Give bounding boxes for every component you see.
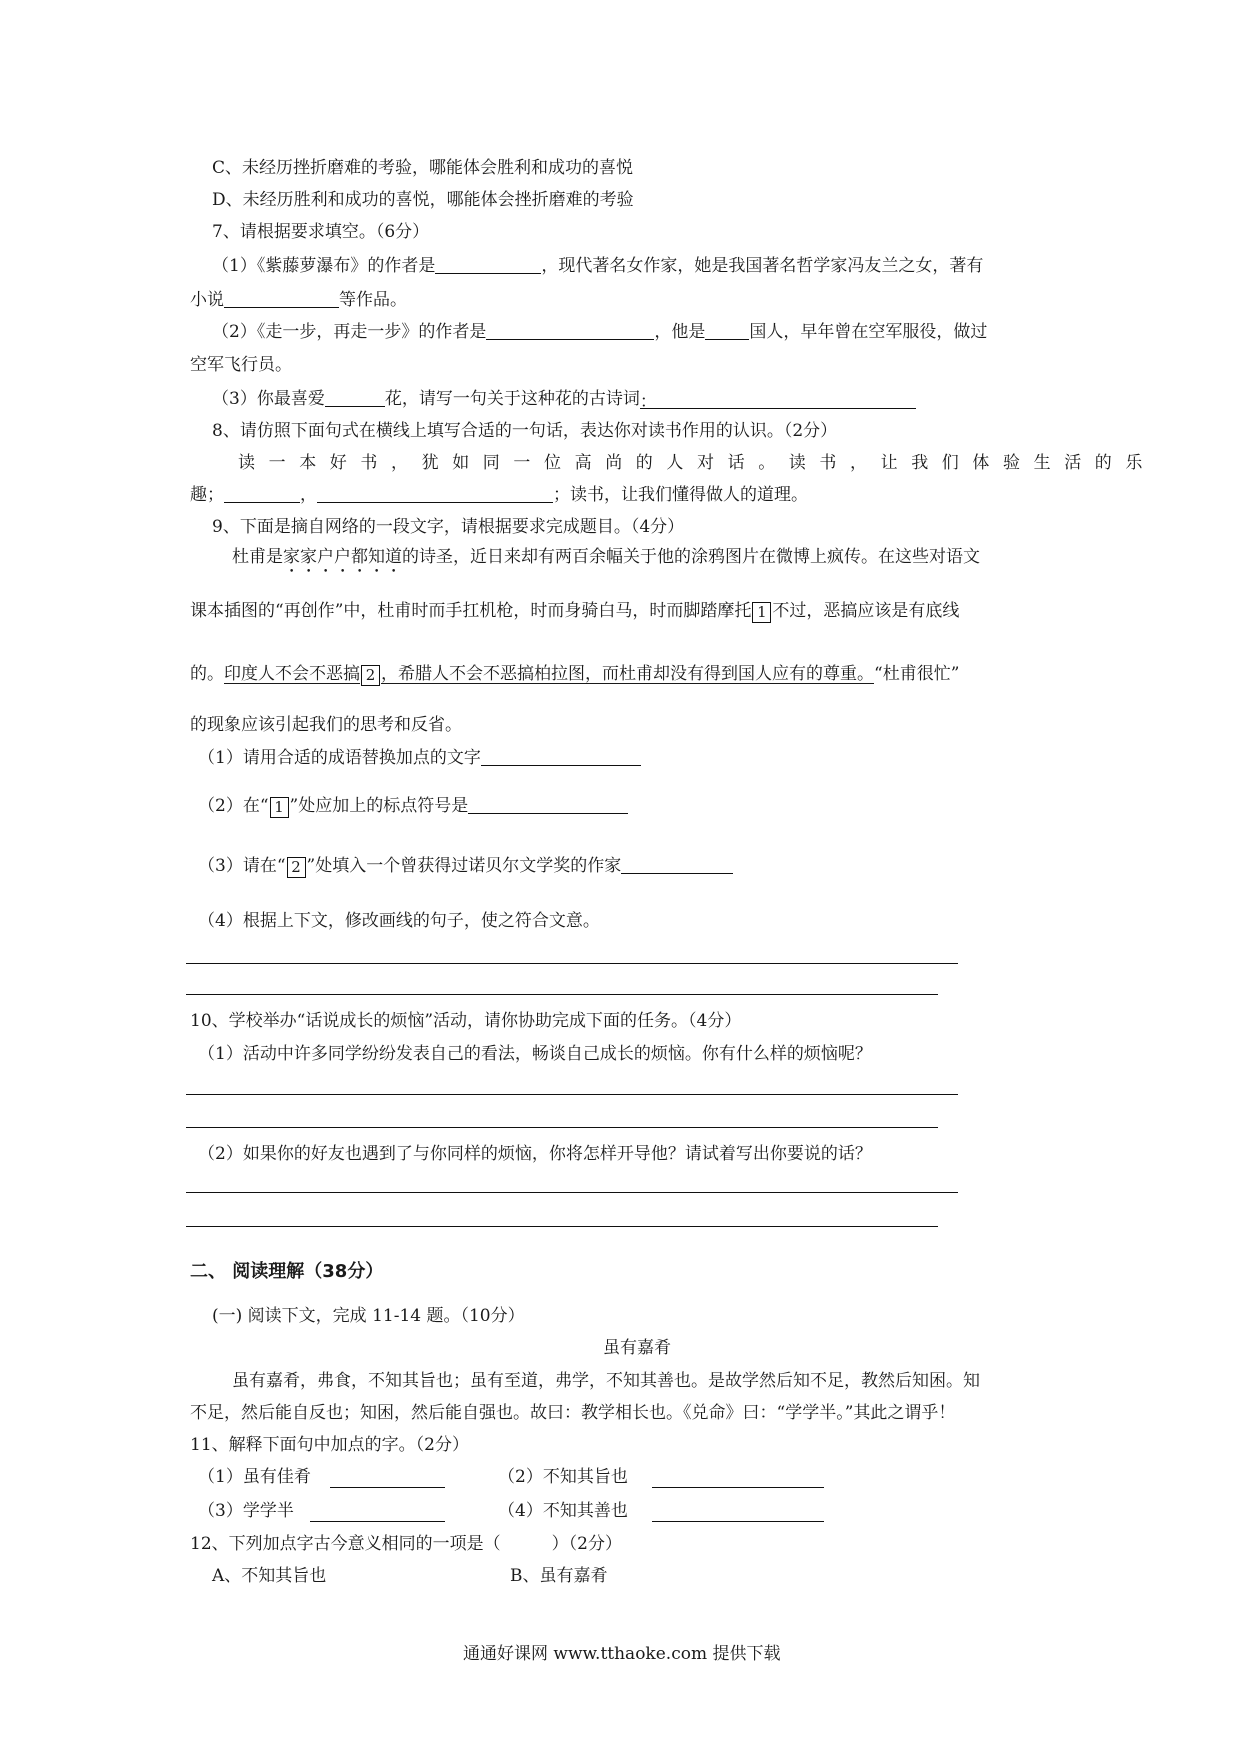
q7-blank-author-1[interactable] [435, 256, 541, 274]
q9-sub2: （2）在“ 1 ”处应加上的标点符号是 [198, 795, 628, 818]
placeholder-box-2: 2 [361, 665, 380, 686]
q11-blank-3[interactable] [310, 1504, 445, 1522]
q6-option-c: C、未经历挫折磨难的考验，哪能体会胜利和成功的喜悦 [212, 158, 634, 178]
q9-blank-writer[interactable] [621, 856, 733, 874]
q11-item4: （4）不知其善也 [498, 1501, 628, 1521]
q6-option-d: D、未经历胜利和成功的喜悦，哪能体会挫折磨难的考验 [212, 190, 634, 210]
q7-part1-line1: （1）《紫藤萝瀑布》的作者是 ，现代著名女作家，她是我国著名哲学家冯友兰之女，著有 [212, 256, 984, 276]
q9-passage-line1: 杜甫是家家户户都知道的诗圣，近日来却有两百余幅关于他的涂鸦图片在微博上疯传。在这些对语文 [232, 547, 980, 567]
q7-part2-line1: （2）《走一步，再走一步》的作者是 ，他是 国人，早年曾在空军服役，做过 [212, 322, 988, 342]
passage-line2: 不足，然后能自反也；知困，然后能自强也。故曰：教学相长也。《兑命》曰：“学学半。”其此之谓乎！ [190, 1403, 956, 1423]
q9-sub4: （4）根据上下文，修改画线的句子，使之符合文意。 [198, 911, 600, 931]
q9-stem: 9、下面是摘自网络的一段文字，请根据要求完成题目。（4分） [212, 517, 685, 537]
underlined-sentence: 印度人不会不恶搞 2 ，希腊人不会不恶搞柏拉图，而杜甫却没有得到国人应有的尊重。 [224, 664, 874, 684]
q7-part2-line2: 空军飞行员。 [190, 355, 292, 375]
q9-blank-idiom[interactable] [481, 748, 641, 766]
q8-example-line1: 读一本好书，犹如同一位高尚的人对话。读书，让我们体验生活的乐 [238, 453, 1156, 473]
q9-sub3: （3）请在“ 2 ”处填入一个曾获得过诺贝尔文学奖的作家 [198, 855, 733, 878]
q9-passage-line3: 的。印度人不会不恶搞 2 ，希腊人不会不恶搞柏拉图，而杜甫却没有得到国人应有的尊重。“杜甫很忙” [190, 664, 960, 684]
q10-stem: 10、学校举办“话说成长的烦恼”活动，请你协助完成下面的任务。（4分） [190, 1011, 742, 1031]
dotted-phrase: 家家户户都知道 [283, 547, 402, 567]
q7-blank-nationality[interactable] [705, 322, 749, 340]
passage-title: 虽有嘉肴 [603, 1338, 671, 1358]
q7-blank-poem[interactable]: ： [640, 391, 916, 409]
q7-part3: （3）你最喜爱 花，请写一句关于这种花的古诗词： [212, 388, 916, 410]
q7-blank-flower[interactable] [325, 389, 385, 407]
answer-line[interactable] [186, 1094, 958, 1095]
q12-option-b: B、虽有嘉肴 [510, 1566, 608, 1586]
answer-line[interactable] [186, 1192, 958, 1193]
q7-blank-author-2[interactable] [486, 322, 654, 340]
q11-item3: （3）学学半 [198, 1501, 294, 1521]
answer-line[interactable] [186, 1127, 938, 1128]
q10-sub2: （2）如果你的好友也遇到了与你同样的烦恼，你将怎样开导他？请试着写出你要说的话？ [198, 1144, 872, 1164]
q8-blank-1[interactable] [224, 485, 300, 503]
q9-passage-line4: 的现象应该引起我们的思考和反省。 [190, 715, 462, 735]
q9-sub1: （1）请用合适的成语替换加点的文字 [198, 747, 641, 769]
q8-stem: 8、请仿照下面句式在横线上填写合适的一句话，表达你对读书作用的认识。（2分） [212, 421, 838, 441]
passage-line1: 虽有嘉肴，弗食，不知其旨也；虽有至道，弗学，不知其善也。是故学然后知不足，教然后知困。知 [232, 1371, 980, 1391]
q8-example-line2: 趣； ， ；读书，让我们懂得做人的道理。 [190, 485, 808, 505]
q10-sub1: （1）活动中许多同学纷纷发表自己的看法，畅谈自己成长的烦恼。你有什么样的烦恼呢？ [198, 1044, 872, 1064]
q12-stem: 12、下列加点字古今意义相同的一项是（ ）（2分） [190, 1534, 622, 1554]
q7-blank-novel[interactable] [224, 290, 339, 308]
q7-part1-line2: 小说 等作品。 [190, 290, 407, 310]
q11-blank-4[interactable] [652, 1504, 824, 1522]
q11-stem: 11、解释下面句中加点的字。（2分） [190, 1435, 469, 1455]
q7-stem: 7、请根据要求填空。（6分） [212, 222, 430, 242]
q8-blank-2[interactable] [317, 485, 553, 503]
q11-item2: （2）不知其旨也 [498, 1467, 628, 1487]
q11-blank-2[interactable] [652, 1470, 824, 1488]
answer-line[interactable] [186, 994, 938, 995]
placeholder-box-1: 1 [752, 602, 771, 623]
q11-blank-1[interactable] [330, 1470, 445, 1488]
q9-passage-line2: 课本插图的“再创作”中，杜甫时而手扛机枪，时而身骑白马，时而脚踏摩托 1 不过，恶搞应该是有底线 [190, 601, 960, 621]
footer-credit: 通通好课网 www.tthaoke.com 提供下载 [463, 1644, 781, 1664]
answer-line[interactable] [186, 1226, 938, 1227]
section-intro: (一) 阅读下文，完成 11-14 题。（10分） [212, 1306, 525, 1326]
q9-blank-punctuation[interactable] [468, 796, 628, 814]
section-heading: 二、 阅读理解（38分） [190, 1261, 384, 1282]
q11-item1: （1）虽有佳肴 [198, 1467, 311, 1487]
placeholder-box-1-ref: 1 [270, 797, 289, 818]
placeholder-box-2-ref: 2 [287, 857, 306, 878]
q12-option-a: A、不知其旨也 [212, 1566, 327, 1586]
answer-line[interactable] [186, 963, 958, 964]
